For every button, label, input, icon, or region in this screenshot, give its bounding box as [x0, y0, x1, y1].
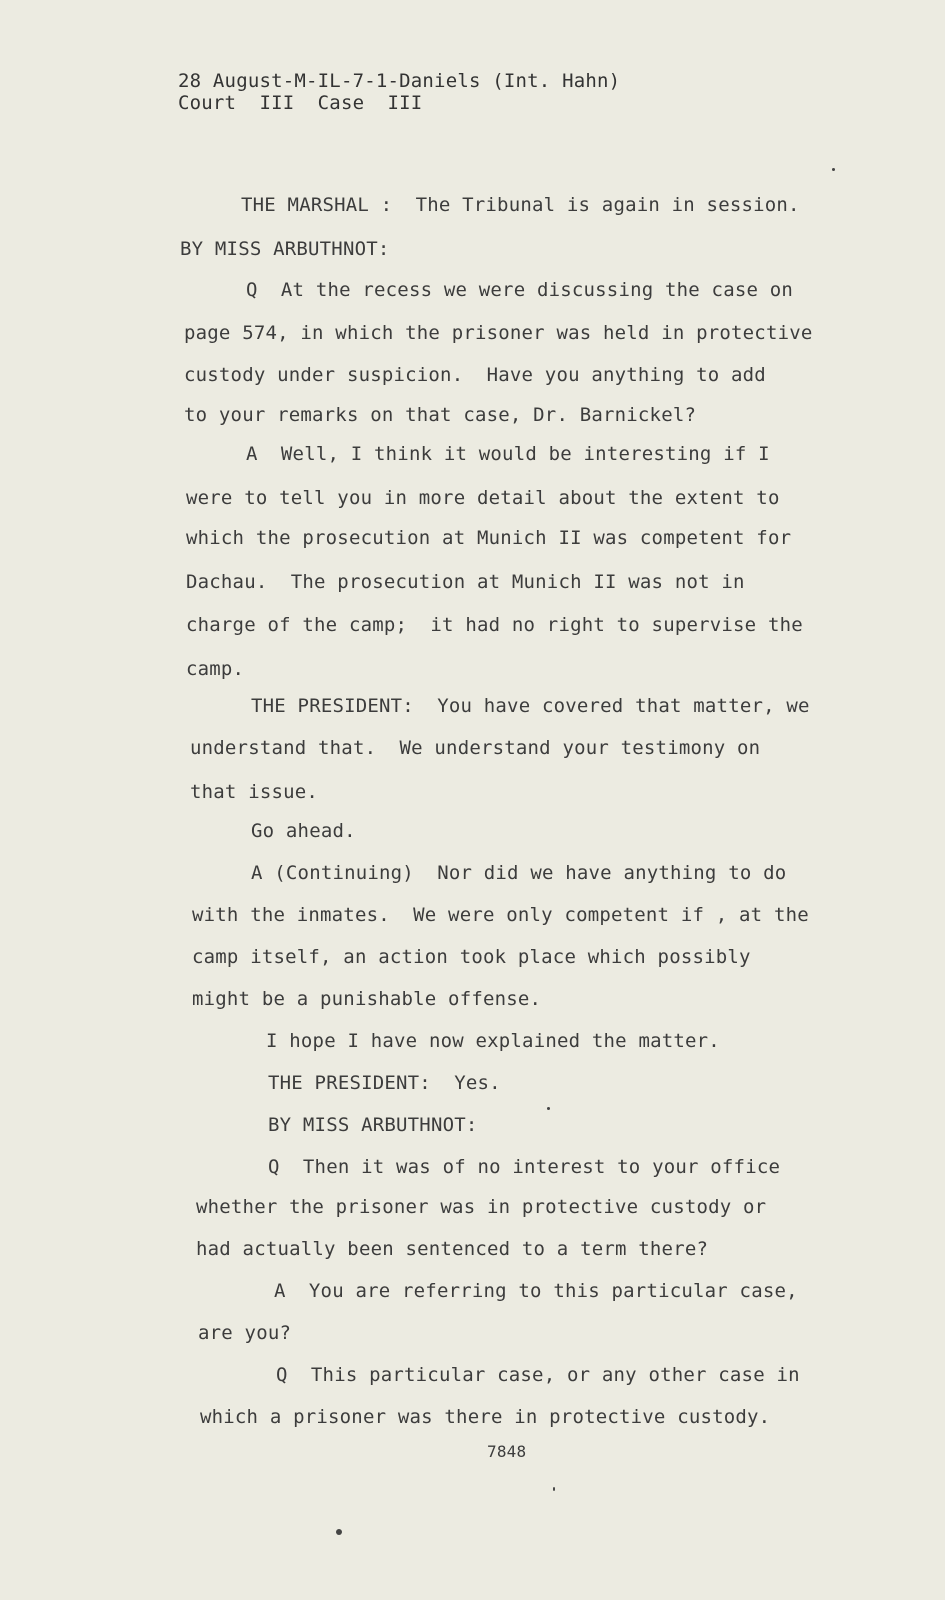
text-line: which the prosecution at Munich II was competent for — [186, 527, 792, 549]
header-line-2: Court III Case III — [178, 92, 423, 114]
text-line: might be a punishable offense. — [192, 988, 542, 1010]
text-line: A (Continuing) Nor did we have anything to do — [251, 862, 787, 884]
text-line: with the inmates. We were only competent if , at the — [192, 904, 809, 926]
text-line: understand that. We understand your testimony on — [190, 737, 761, 759]
text-line: THE MARSHAL : The Tribunal is again in session. — [241, 194, 800, 216]
header-line-1: 28 August-M-IL-7-1-Daniels (Int. Hahn) — [178, 70, 621, 92]
text-line: are you? — [198, 1322, 292, 1344]
text-line: had actually been sentenced to a term there? — [196, 1238, 709, 1260]
text-line: BY MISS ARBUTHNOT: — [180, 238, 390, 260]
text-line: Q This particular case, or any other case in — [276, 1364, 800, 1386]
text-line: A Well, I think it would be interesting if I — [246, 443, 770, 465]
text-line: whether the prisoner was in protective custody or — [196, 1196, 767, 1218]
text-line: that issue. — [190, 781, 319, 803]
ink-speck — [832, 168, 835, 171]
document-header — [178, 70, 620, 114]
text-line: camp. — [186, 658, 245, 680]
text-line: THE PRESIDENT: You have covered that matter, we — [251, 695, 810, 717]
ink-speck — [547, 1107, 550, 1110]
text-line: I hope I have now explained the matter. — [266, 1030, 720, 1052]
text-line: which a prisoner was there in protective custody. — [200, 1406, 771, 1428]
text-line: camp itself, an action took place which possibly — [192, 946, 751, 968]
ink-speck — [336, 1529, 342, 1535]
text-line: Go ahead. — [251, 820, 356, 842]
text-line: charge of the camp; it had no right to supervise the — [186, 614, 803, 636]
text-line: were to tell you in more detail about the extent to — [186, 487, 780, 509]
text-line: BY MISS ARBUTHNOT: — [268, 1114, 478, 1136]
text-line: to your remarks on that case, Dr. Barnickel? — [184, 404, 697, 426]
text-line: THE PRESIDENT: Yes. — [268, 1072, 501, 1094]
text-line: custody under suspicion. Have you anything to add — [184, 364, 766, 386]
text-line: Q Then it was of no interest to your office — [268, 1156, 781, 1178]
text-line: A You are referring to this particular case, — [274, 1280, 798, 1302]
text-line: Q At the recess we were discussing the case on — [246, 279, 794, 301]
ink-speck — [553, 1487, 555, 1491]
page-number: 7848 — [487, 1442, 527, 1461]
text-line: Dachau. The prosecution at Munich II was not in — [186, 571, 745, 593]
text-line: page 574, in which the prisoner was held in protective — [184, 322, 813, 344]
